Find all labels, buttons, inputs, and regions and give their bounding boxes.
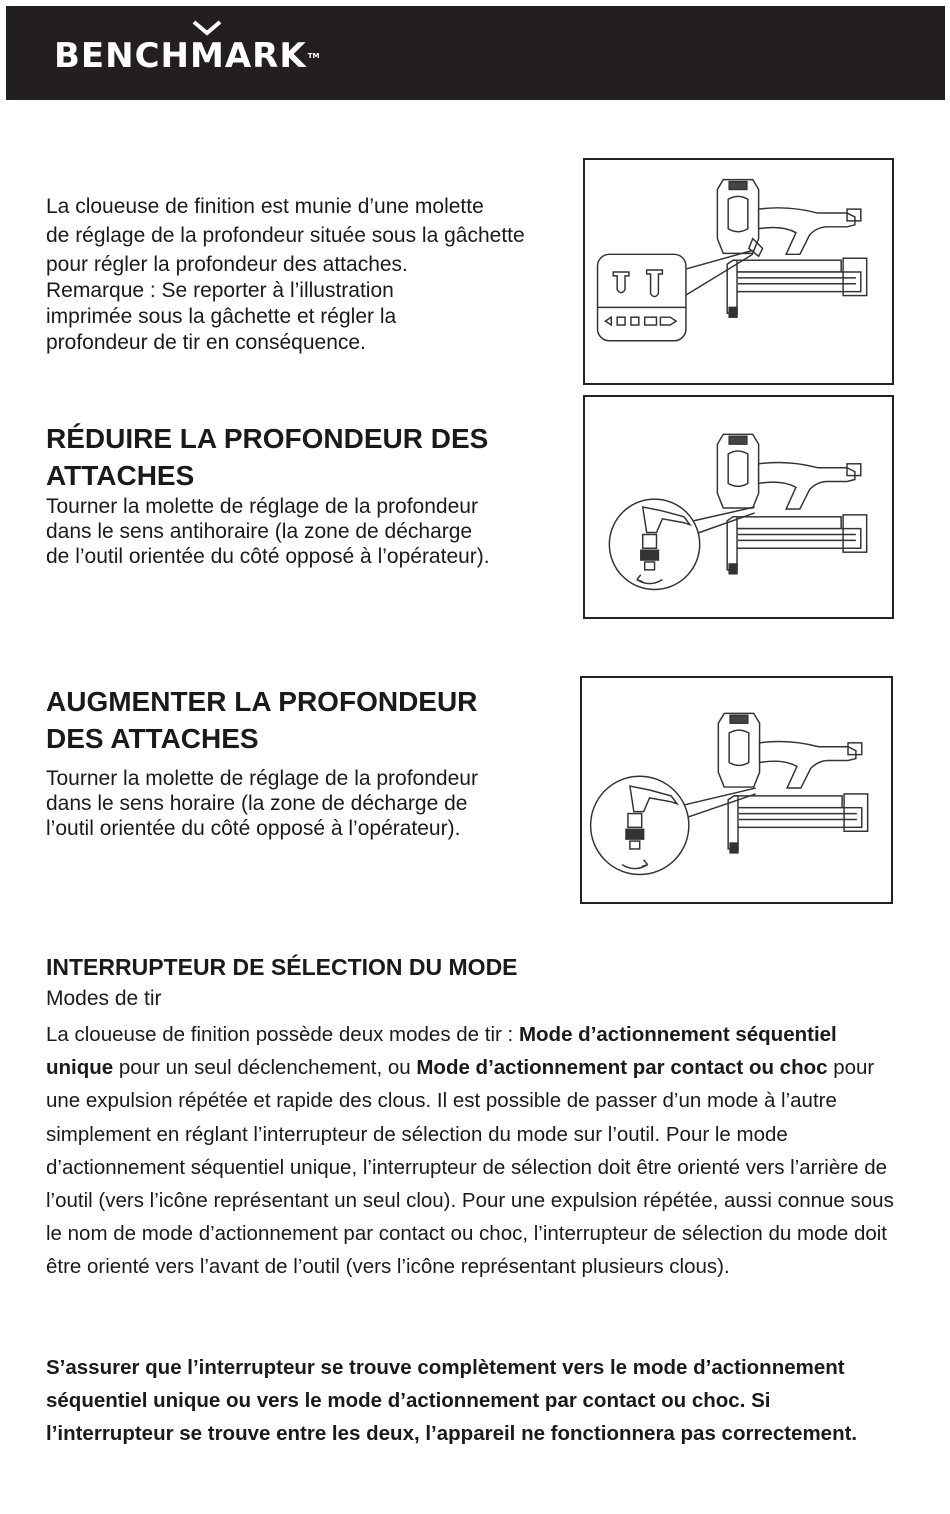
intro-line: de réglage de la profondeur située sous la gâchette <box>46 224 525 247</box>
intro-line: Remarque : Se reporter à l’illustration <box>46 279 394 302</box>
intro-line: profondeur de tir en conséquence. <box>46 331 366 354</box>
increase-depth-title <box>46 683 566 757</box>
reduce-title-line: ATTACHES <box>46 460 195 491</box>
increase-line: dans le sens horaire (la zone de décharge de <box>46 792 468 815</box>
reduce-depth-title <box>46 420 566 494</box>
logo-m: M <box>190 36 225 76</box>
firing-modes-subtitle: Modes de tir <box>46 987 162 1010</box>
nailer-dial-counterclockwise-illustration-icon <box>585 397 892 617</box>
paragraph-text: pour un seul déclenchement, ou <box>113 1056 417 1080</box>
intro-paragraph <box>46 194 566 356</box>
benchmark-logo <box>54 36 319 76</box>
intro-line: imprimée sous la gâchette et régler la <box>46 305 397 328</box>
logo-text-end: ARK <box>224 36 307 76</box>
increase-title-line: DES ATTACHES <box>46 723 259 754</box>
sequential-mode-term: Mode d’actionnement séquentiel unique <box>46 1023 837 1080</box>
switch-warning-paragraph: S’assurer que l’interrupteur se trouve complètement vers le mode d’actionnement séquentiel unique ou vers le mode d’actionnement par contact ou choc. Si l’interrupteur se trouve entre les deux, l’appareil ne fonctionnera pas correctement. <box>46 1356 858 1446</box>
increase-line: l’outil orientée du côté opposé à l’opérateur). <box>46 817 461 840</box>
clockwise-dial-figure <box>580 676 893 904</box>
reduce-line: de l’outil orientée du côté opposé à l’opérateur). <box>46 545 490 568</box>
contact-mode-term: Mode d’actionnement par contact ou choc <box>416 1056 828 1080</box>
brand-header <box>6 6 945 100</box>
reduce-line: dans le sens antihoraire (la zone de décharge <box>46 520 473 543</box>
counterclockwise-dial-figure <box>583 395 894 619</box>
intro-line: La cloueuse de finition est munie d’une molette <box>46 195 484 218</box>
reduce-title-line: RÉDUIRE LA PROFONDEUR DES <box>46 423 489 454</box>
firing-modes-paragraph <box>46 1018 896 1284</box>
increase-title-line: AUGMENTER LA PROFONDEUR <box>46 686 478 717</box>
intro-line: pour régler la profondeur des attaches. <box>46 253 408 276</box>
nailer-depth-label-illustration-icon <box>585 160 892 383</box>
mode-selector-title: INTERRUPTEUR DE SÉLECTION DU MODE <box>46 954 518 980</box>
depth-label-figure <box>583 158 894 385</box>
paragraph-text: pour une expulsion répétée et rapide des clous. Il est possible de passer d’un mode à l’autre simplement en réglant l’interrupteur de sélection du mode sur l’outil. Pour le mode d’actionnement séquentiel unique, l’interrupteur de sélection doit être orienté vers l’arrière de l’outil (vers l’icône représentant un seul clou). Pour une expulsion répétée, aussi connue sous le nom de mode d’actionnement par contact ou choc, l’interrupteur de sélection du mode doit être orienté vers l’avant de l’outil (vers l’icône représentant plusieurs clous). <box>46 1056 894 1279</box>
logo-chevron-icon <box>192 20 222 36</box>
reduce-line: Tourner la molette de réglage de la profondeur <box>46 495 478 518</box>
increase-line: Tourner la molette de réglage de la profondeur <box>46 767 478 790</box>
increase-depth-paragraph <box>46 766 566 841</box>
reduce-depth-paragraph <box>46 494 566 569</box>
trademark-mark: TM <box>307 52 320 60</box>
nailer-dial-clockwise-illustration-icon <box>582 678 891 902</box>
logo-text-start: BENCH <box>54 36 191 76</box>
paragraph-text: La cloueuse de finition possède deux modes de tir : <box>46 1023 519 1046</box>
